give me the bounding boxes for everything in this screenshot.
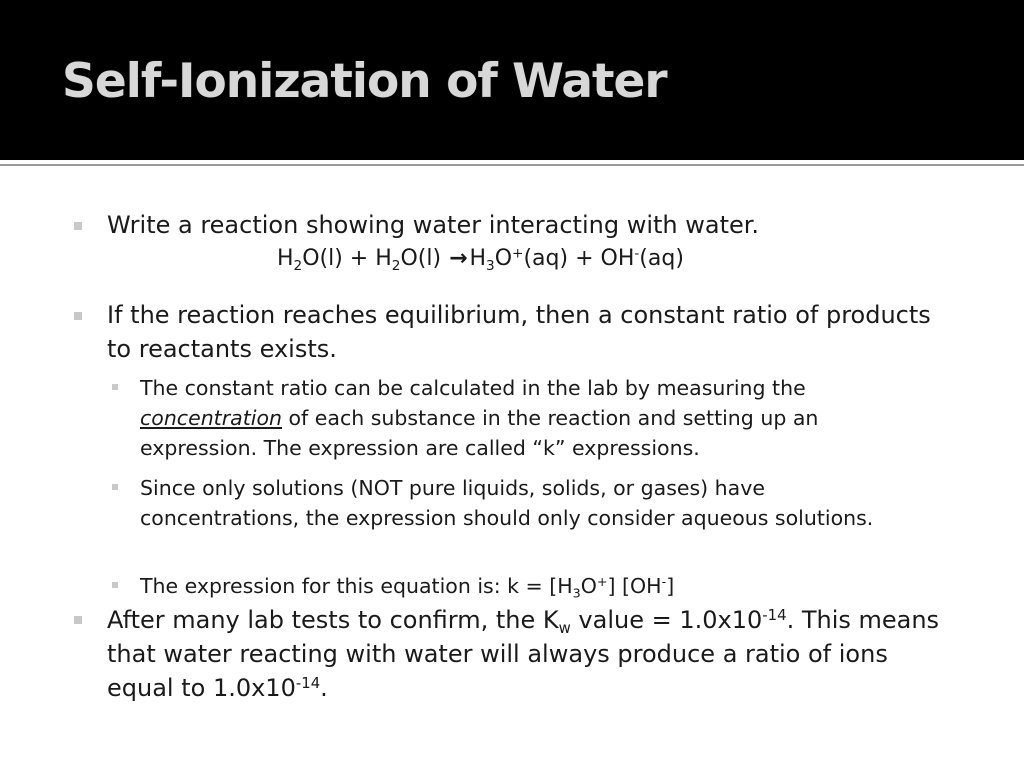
sub-bullet-text: ] [OH <box>607 574 662 598</box>
eq-superscript: - <box>634 245 640 262</box>
eq-superscript: + <box>512 245 524 262</box>
bullet-text: . This means that water reacting with water will always produce a ratio of ions equal to 1.0x10 <box>107 606 940 702</box>
reaction-equation <box>277 242 684 276</box>
eq-text: O(l) <box>400 246 442 271</box>
sub-bullet-solutions: Since only solutions (NOT pure liquids, solids, or gases) have concentrations, the expression should only consider aqueous solutions. <box>140 476 874 530</box>
eq-superscript: - <box>661 574 667 590</box>
eq-text: (aq) <box>639 246 684 271</box>
sub-bullet-text: of each substance in the reaction and setting up an expression. The expression are called “k” expressions. <box>140 406 819 460</box>
sub-bullet-marker <box>112 384 118 390</box>
eq-subscript: 2 <box>391 257 401 274</box>
bullet-reaction-prompt: Write a reaction showing water interacting with water. <box>107 211 760 239</box>
sub-bullet-text: The expression for this equation is: k = [H <box>140 574 573 598</box>
bullet-text: After many lab tests to confirm, the K <box>107 606 559 634</box>
sub-bullet-marker <box>112 484 118 490</box>
eq-superscript: -14 <box>295 673 321 692</box>
bullet-text: . <box>320 674 328 702</box>
eq-subscript: 3 <box>486 257 495 274</box>
sub-bullet-marker <box>112 582 118 588</box>
right-arrow-icon: → <box>449 246 468 271</box>
sub-bullet-text: O <box>580 574 597 598</box>
eq-superscript: + <box>596 574 608 590</box>
sub-bullet-expression <box>140 571 930 601</box>
eq-subscript: w <box>558 619 571 638</box>
bullet-kw-value <box>107 603 947 705</box>
eq-superscript: -14 <box>762 605 787 624</box>
sub-bullet-constant-ratio <box>140 373 930 463</box>
eq-text: H <box>277 246 294 271</box>
eq-subscript: 2 <box>293 257 303 274</box>
bullet-text: value = 1.0x10 <box>570 606 763 634</box>
bullet-marker <box>74 616 82 624</box>
slide-title: Self-Ionization of Water <box>62 54 667 109</box>
emphasis-concentration: concentration <box>140 406 282 430</box>
bullet-equilibrium: If the reaction reaches equilibrium, then a constant ratio of products to reactants exists. <box>107 301 931 363</box>
eq-text: O <box>494 246 513 271</box>
eq-text: H <box>469 246 487 271</box>
eq-subscript: 3 <box>572 585 581 601</box>
eq-text: (aq) + OH <box>523 246 635 271</box>
bullet-marker <box>74 312 82 320</box>
sub-bullet-text: ] <box>666 574 675 598</box>
eq-text: O(l) + H <box>302 246 392 271</box>
sub-bullet-text: The constant ratio can be calculated in the lab by measuring the <box>140 376 806 400</box>
bullet-marker <box>74 222 82 230</box>
